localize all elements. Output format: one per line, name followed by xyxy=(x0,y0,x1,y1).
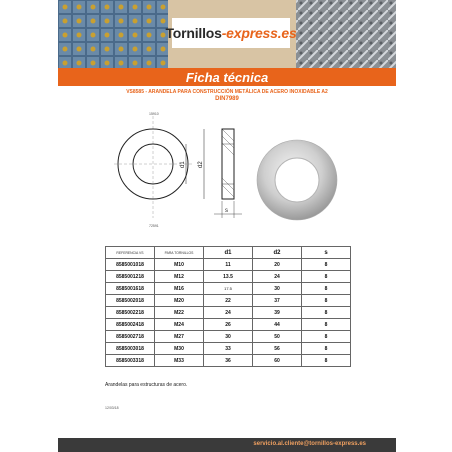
document-code: 12/03/18 xyxy=(105,406,119,410)
header-banner xyxy=(58,0,396,68)
table-row xyxy=(106,259,351,271)
cell-d2: 24 xyxy=(253,271,302,283)
brand-name: Tornillos xyxy=(165,25,222,41)
cell-s: 8 xyxy=(302,319,351,331)
table-row xyxy=(106,319,351,331)
cell-d2: 39 xyxy=(253,307,302,319)
cell-bolt: M20 xyxy=(155,295,204,307)
s-label: s xyxy=(225,208,228,214)
drawing-top-label: 15910 xyxy=(149,112,159,116)
cell-ref: 8585001218 xyxy=(106,271,155,283)
cell-bolt: M27 xyxy=(155,331,204,343)
table-row xyxy=(106,307,351,319)
brand-logo xyxy=(165,18,297,48)
washer-section xyxy=(222,129,234,199)
title-bar xyxy=(58,68,396,86)
product-description: VS8585 - ARANDELA PARA CONSTRUCCIÓN METÁLICA DE ACERO INOXIDABLE A2 xyxy=(126,89,328,95)
screws-photo xyxy=(296,0,396,68)
cell-s: 8 xyxy=(302,295,351,307)
cell-ref: 8585002018 xyxy=(106,295,155,307)
cell-ref: 8585002418 xyxy=(106,319,155,331)
toolbox-photo xyxy=(58,0,168,68)
cell-ref: 8585002718 xyxy=(106,331,155,343)
cell-s: 8 xyxy=(302,283,351,295)
cell-ref: 8585003318 xyxy=(106,355,155,367)
cell-d1: 26 xyxy=(204,319,253,331)
cell-bolt: M16 xyxy=(155,283,204,295)
cell-ref: 8585001018 xyxy=(106,259,155,271)
col-header-d1: d1 xyxy=(204,247,253,259)
cell-d1: 30 xyxy=(204,331,253,343)
cell-s: 8 xyxy=(302,331,351,343)
table-row xyxy=(106,355,351,367)
cell-s: 8 xyxy=(302,259,351,271)
product-norm: DIN7989 xyxy=(215,96,239,102)
product-note: Arandelas para estructuras de acero. xyxy=(105,382,188,388)
cell-bolt: M30 xyxy=(155,343,204,355)
page-title: Ficha técnica xyxy=(185,69,269,85)
cell-d2: 60 xyxy=(253,355,302,367)
cell-s: 8 xyxy=(302,271,351,283)
cell-d1: 13.5 xyxy=(204,271,253,283)
cell-d2: 50 xyxy=(253,331,302,343)
spec-table xyxy=(105,246,351,367)
cell-ref: 8585002218 xyxy=(106,307,155,319)
cell-bolt: M12 xyxy=(155,271,204,283)
cell-bolt: M33 xyxy=(155,355,204,367)
d1-label: d1 xyxy=(180,161,186,168)
cell-s: 8 xyxy=(302,307,351,319)
table-row xyxy=(106,331,351,343)
table-header-row xyxy=(106,247,351,259)
cell-d2: 56 xyxy=(253,343,302,355)
cell-d1: 36 xyxy=(204,355,253,367)
d2-label: d2 xyxy=(198,161,204,168)
cell-ref: 8585001618 xyxy=(106,283,155,295)
col-header-ref: REFERENCIA VS xyxy=(106,247,155,259)
cell-s: 8 xyxy=(302,343,351,355)
cell-bolt: M10 xyxy=(155,259,204,271)
col-header-d2: d2 xyxy=(253,247,302,259)
cell-d2: 44 xyxy=(253,319,302,331)
washer-technical-drawing xyxy=(104,106,254,231)
cell-d2: 30 xyxy=(253,283,302,295)
cell-d1: 22 xyxy=(204,295,253,307)
brand-domain: -express.es xyxy=(221,25,297,41)
cell-d1: 17.5 xyxy=(204,283,253,295)
cell-d2: 20 xyxy=(253,259,302,271)
table-row xyxy=(106,283,351,295)
cell-s: 8 xyxy=(302,355,351,367)
footer-bar xyxy=(58,438,396,452)
cell-d1: 33 xyxy=(204,343,253,355)
cell-bolt: M24 xyxy=(155,319,204,331)
cell-d2: 37 xyxy=(253,295,302,307)
table-row xyxy=(106,343,351,355)
table-row xyxy=(106,295,351,307)
cell-d1: 24 xyxy=(204,307,253,319)
table-row xyxy=(106,271,351,283)
cell-bolt: M22 xyxy=(155,307,204,319)
cell-ref: 8585003018 xyxy=(106,343,155,355)
washer-photo xyxy=(255,138,339,222)
contact-email[interactable]: servicio.al.cliente@tornillos-express.es xyxy=(253,441,366,447)
col-header-bolt: PARA TORNILLOS xyxy=(155,247,204,259)
cell-d1: 11 xyxy=(204,259,253,271)
drawing-bottom-label: 72591 xyxy=(149,224,159,228)
col-header-s: s xyxy=(302,247,351,259)
